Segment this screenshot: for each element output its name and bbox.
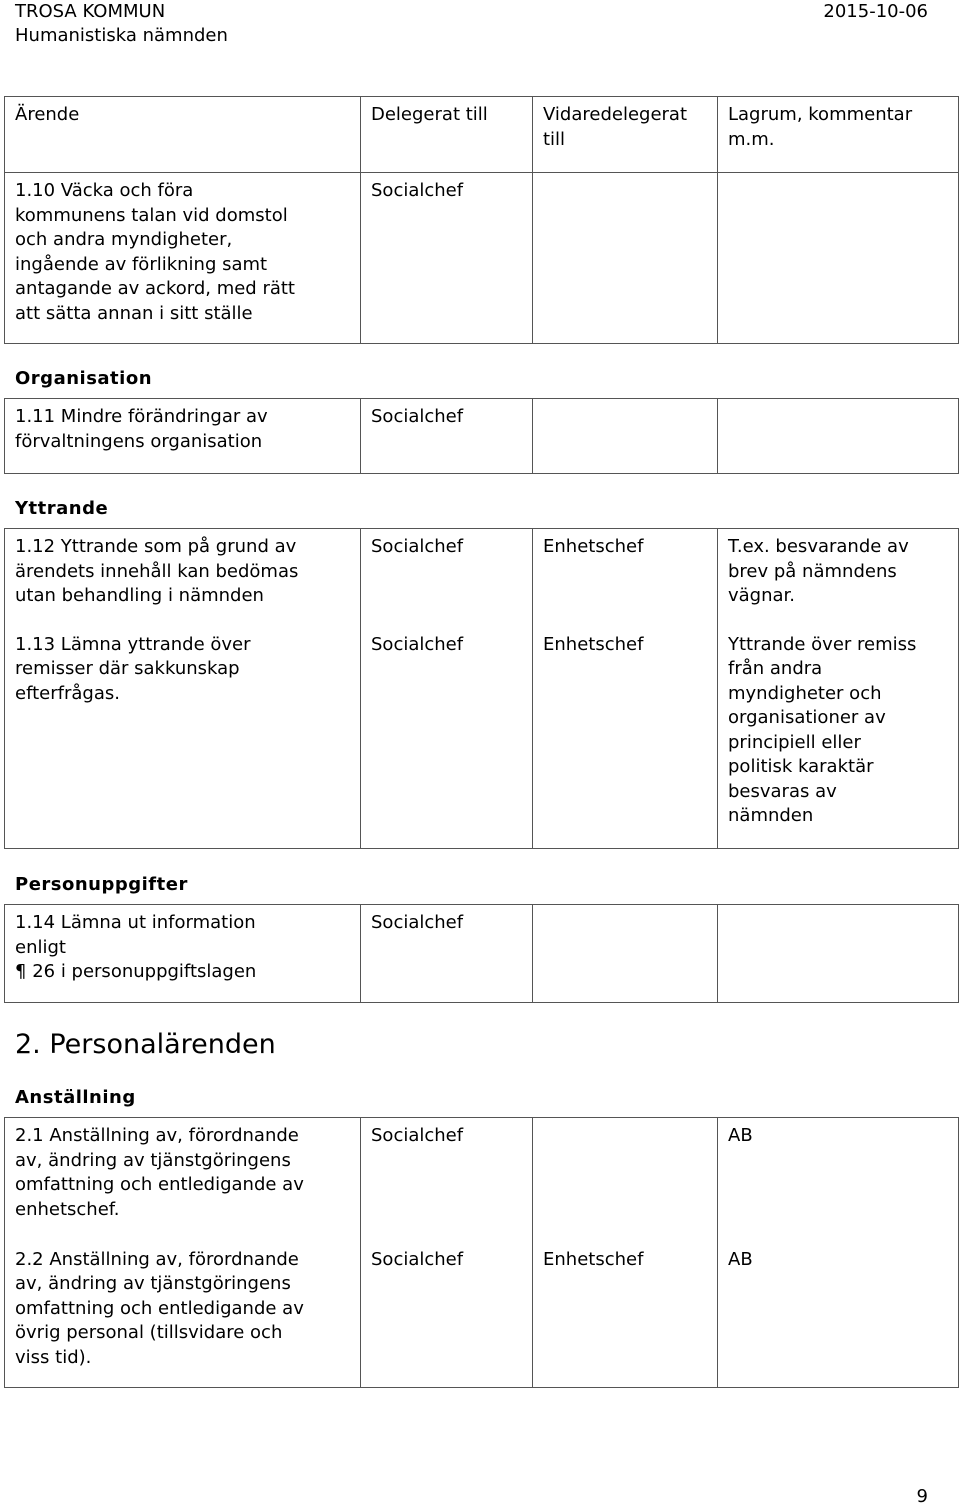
- table-header-row: [5, 97, 959, 173]
- arende-cell: 1.11 Mindre förändringar av förvaltningens organisation: [5, 399, 361, 474]
- arende-cell: 1.14 Lämna ut information enligt ⁋ 26 i personuppgiftslagen: [5, 905, 361, 1003]
- vidaredelegerat-cell: [533, 399, 718, 474]
- col-header-arende: Ärende: [5, 97, 361, 173]
- delegerat-cell: Socialchef: [361, 173, 533, 344]
- arende-cell: 1.12 Yttrande som på grund av ärendets innehåll kan bedömas utan behandling i nämnden: [5, 529, 361, 627]
- arende-cell: 1.10 Väcka och föra kommunens talan vid domstol och andra myndigheter, ingående av förlikning samt antagande av ackord, med rätt att sätta annan i sitt ställe: [5, 173, 361, 344]
- lagrum-cell: [718, 399, 959, 474]
- delegation-table-anstallning: [4, 1117, 959, 1388]
- arende-cell: 2.1 Anställning av, förordnande av, ändring av tjänstgöringens omfattning och entledigande av enhetschef.: [5, 1118, 361, 1242]
- delegation-table-general: [4, 96, 959, 344]
- table-row-2-1: [5, 1118, 959, 1242]
- org-name: TROSA KOMMUN: [15, 1, 166, 22]
- delegerat-cell: Socialchef: [361, 1242, 533, 1388]
- delegation-table-personuppgifter: [4, 904, 959, 1003]
- vidaredelegerat-cell: [533, 1118, 718, 1242]
- lagrum-cell: [718, 905, 959, 1003]
- board-name: Humanistiska nämnden: [15, 25, 228, 46]
- lagrum-cell: AB: [718, 1118, 959, 1242]
- lagrum-cell: AB: [718, 1242, 959, 1388]
- vidaredelegerat-cell: Enhetschef: [533, 1242, 718, 1388]
- lagrum-cell: [718, 173, 959, 344]
- lagrum-cell: Yttrande över remiss från andra myndigheter och organisationer av principiell eller politisk karaktär besvaras av nämnden: [718, 627, 959, 849]
- table-row-1-14: [5, 905, 959, 1003]
- header-date: 2015-10-06: [823, 1, 928, 22]
- subheading-personuppgifter: Personuppgifter: [15, 874, 188, 895]
- arende-cell: 1.13 Lämna yttrande över remisser där sakkunskap efterfrågas.: [5, 627, 361, 849]
- table-row-2-2: [5, 1242, 959, 1388]
- delegerat-cell: Socialchef: [361, 905, 533, 1003]
- delegerat-cell: Socialchef: [361, 399, 533, 474]
- section-sign-icon: ⁋: [15, 961, 27, 982]
- vidaredelegerat-cell: Enhetschef: [533, 627, 718, 849]
- delegation-table-organisation: [4, 398, 959, 474]
- page-header-left: [15, 0, 228, 48]
- col-header-vidaredelegerat: Vidaredelegerat till: [533, 97, 718, 173]
- lagrum-cell: T.ex. besvarande av brev på nämndens vägnar.: [718, 529, 959, 627]
- section-title-personalarenden: 2. Personalärenden: [15, 1029, 276, 1060]
- vidaredelegerat-cell: [533, 173, 718, 344]
- page-number: 9: [916, 1486, 928, 1507]
- delegerat-cell: Socialchef: [361, 627, 533, 849]
- vidaredelegerat-cell: Enhetschef: [533, 529, 718, 627]
- arende-cell: 2.2 Anställning av, förordnande av, ändring av tjänstgöringens omfattning och entledigande av övrig personal (tillsvidare och viss tid).: [5, 1242, 361, 1388]
- subheading-organisation: Organisation: [15, 368, 153, 389]
- delegation-table-yttrande: [4, 528, 959, 849]
- subheading-anstallning: Anställning: [15, 1087, 136, 1108]
- table-row-1-13: [5, 627, 959, 849]
- table-row-1-12: [5, 529, 959, 627]
- vidaredelegerat-cell: [533, 905, 718, 1003]
- col-header-delegerat: Delegerat till: [361, 97, 533, 173]
- delegerat-cell: Socialchef: [361, 529, 533, 627]
- col-header-lagrum: Lagrum, kommentar m.m.: [718, 97, 959, 173]
- table-row-1-11: [5, 399, 959, 474]
- subheading-yttrande: Yttrande: [15, 498, 109, 519]
- table-row-1-10: [5, 173, 959, 344]
- delegerat-cell: Socialchef: [361, 1118, 533, 1242]
